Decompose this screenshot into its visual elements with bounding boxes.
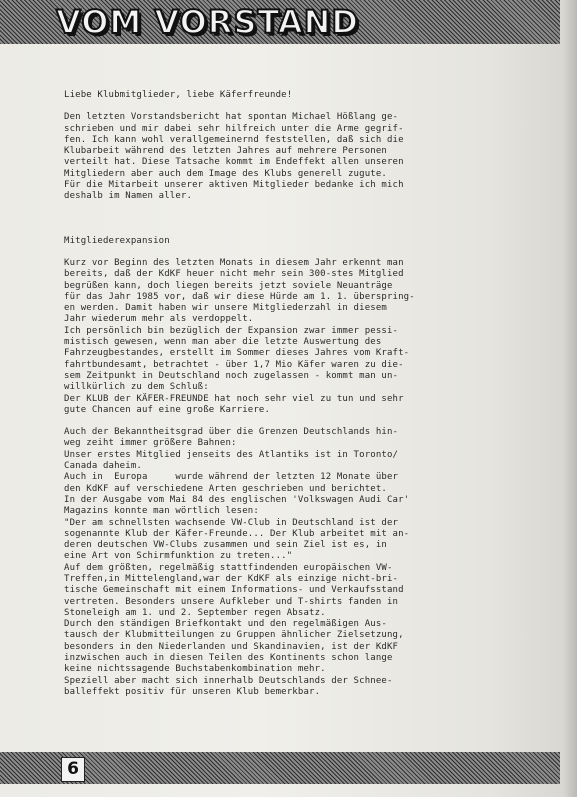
text-line: gute Chancen auf eine große Karriere. [64,404,271,415]
text-line: bereits, daß der KdKF heuer nicht mehr sein 300-stes Mitglied [64,269,404,280]
text-line: Für die Mitarbeit unserer aktiven Mitglieder bedanke ich mich [64,180,404,191]
text-line: den KdKF auf verschiedene Arten geschrieben und berichtet. [64,483,387,494]
text-line: verteilt hat. Diese Tatsache kommt im Endeffekt allen unseren [64,157,404,168]
text-line: begrüßen kann, doch liegen bereits jetzt soviele Neuanträge [64,280,393,291]
text-line: Speziell aber macht sich innerhalb Deutschlands der Schnee- [64,675,393,686]
text-line: Durch den ständigen Briefkontakt und den regelmäßigen Aus- [64,619,387,630]
text-line: In der Ausgabe vom Mai 84 des englischen 'Volkswagen Audi Car' [64,494,410,505]
text-line: fen. Ich kann wohl verallgemeinernd feststellen, daß sich die [64,134,404,145]
text-line: eine Art von Schirmfunktion zu treten..." [64,551,293,562]
text-line: Kurz vor Beginn des letzten Monats in diesem Jahr erkennt man [64,257,404,268]
text-line: inzwischen auch in diesen Teilen des Kontinents schon lange [64,653,393,664]
paragraph-gap [64,247,514,258]
text-line: Auch in Europa wurde während der letzten 12 Monate über [64,472,399,483]
text-line: sogenannte Klub der Käfer-Freunde... Der Klub arbeitet mit an- [64,528,410,539]
text-line: Jahr wiederum mehr als verdoppelt. [64,314,254,325]
text-line: Magazins konnte man wörtlich lesen: [64,506,259,517]
text-line: tische Gemeinschaft mit einem Informations- und Verkaufsstand [64,585,404,596]
page-title: VOM VORSTAND [56,3,359,41]
text-line: Der KLUB der KÄFER-FREUNDE hat noch sehr viel zu tun und sehr [64,393,404,404]
text-line: Stoneleigh am 1. und 2. September regen Absatz. [64,607,326,618]
section-gap [64,203,514,236]
text-line: tausch der Klubmitteilungen zu Gruppen ähnlicher Zielsetzung, [64,630,404,641]
page-spine-shadow [563,0,577,797]
text-line: Canada daheim. [64,461,142,472]
text-line: Auf dem größten, regelmäßig stattfindenden europäischen VW- [64,562,393,573]
text-line: Fahrzeugbestandes, erstellt im Sommer dieses Jahres vom Kraft- [64,348,410,359]
page-number: 6 [61,757,85,782]
text-line: besonders in den Niederlanden und Skandinavien, ist der KdKF [64,641,399,652]
text-line: Klubarbeit während des letzten Jahres auf mehrere Personen [64,146,387,157]
paragraph-gap [64,101,514,112]
text-line: Auch der Bekanntheitsgrad über die Grenzen Deutschlands hin- [64,427,399,438]
text-line: Ich persönlich bin bezüglich der Expansion zwar immer pessi- [64,325,399,336]
text-line: keine nichtssagende Buchstabenkombination mehr. [64,664,326,675]
intro-paragraph [64,112,514,202]
text-line: vertreten. Besonders unsere Aufkleber und T-shirts fanden in [64,596,399,607]
text-line: "Der am schnellsten wachsende VW-Club in Deutschland ist der [64,517,399,528]
paragraph-gap [64,416,514,427]
text-line: en werden. Damit haben wir unsere Mitgliederzahl in diesem [64,303,387,314]
text-line: mistisch gewesen, wenn man aber die letzte Auswertung des [64,337,382,348]
text-line: schrieben und mir dabei sehr hilfreich unter die Arme gegrif- [64,123,404,134]
text-line: fahrtbundesamt, betrachtet - über 1,7 Mio Käfer waren zu die- [64,359,404,370]
text-line: sem Zeitpunkt in Deutschland noch zugelassen - kommt man un- [64,370,399,381]
text-line: Treffen,in Mittelengland,war der KdKF als einzige nicht-bri- [64,573,399,584]
text-line: für das Jahr 1985 vor, daß wir diese Hürde am 1. 1. überspring- [64,291,415,302]
text-line: deren deutschen VW-Clubs zusammen und sein Ziel ist es, in [64,540,387,551]
text-line: deshalb im Namen aller. [64,191,193,202]
text-line: Mitgliedern aber auch dem Image des Klubs generell zugute. [64,168,387,179]
text-line: weg zeiht immer größere Bahnen: [64,438,237,449]
greeting: Liebe Klubmitglieder, liebe Käferfreunde! [64,90,293,100]
expansion-paragraph-2 [64,427,514,698]
text-line: balleffekt positiv für unseren Klub bemerkbar. [64,686,321,697]
text-line: Den letzten Vorstandsbericht hat spontan Michael Hößlang ge- [64,112,399,123]
article-body [64,90,514,698]
expansion-paragraph-1 [64,258,514,416]
section-heading: Mitgliederexpansion [64,235,170,246]
text-line: Unser erstes Mitglied jenseits des Atlantiks ist in Toronto/ [64,449,399,460]
text-line: willkürlich zu dem Schluß: [64,382,209,393]
